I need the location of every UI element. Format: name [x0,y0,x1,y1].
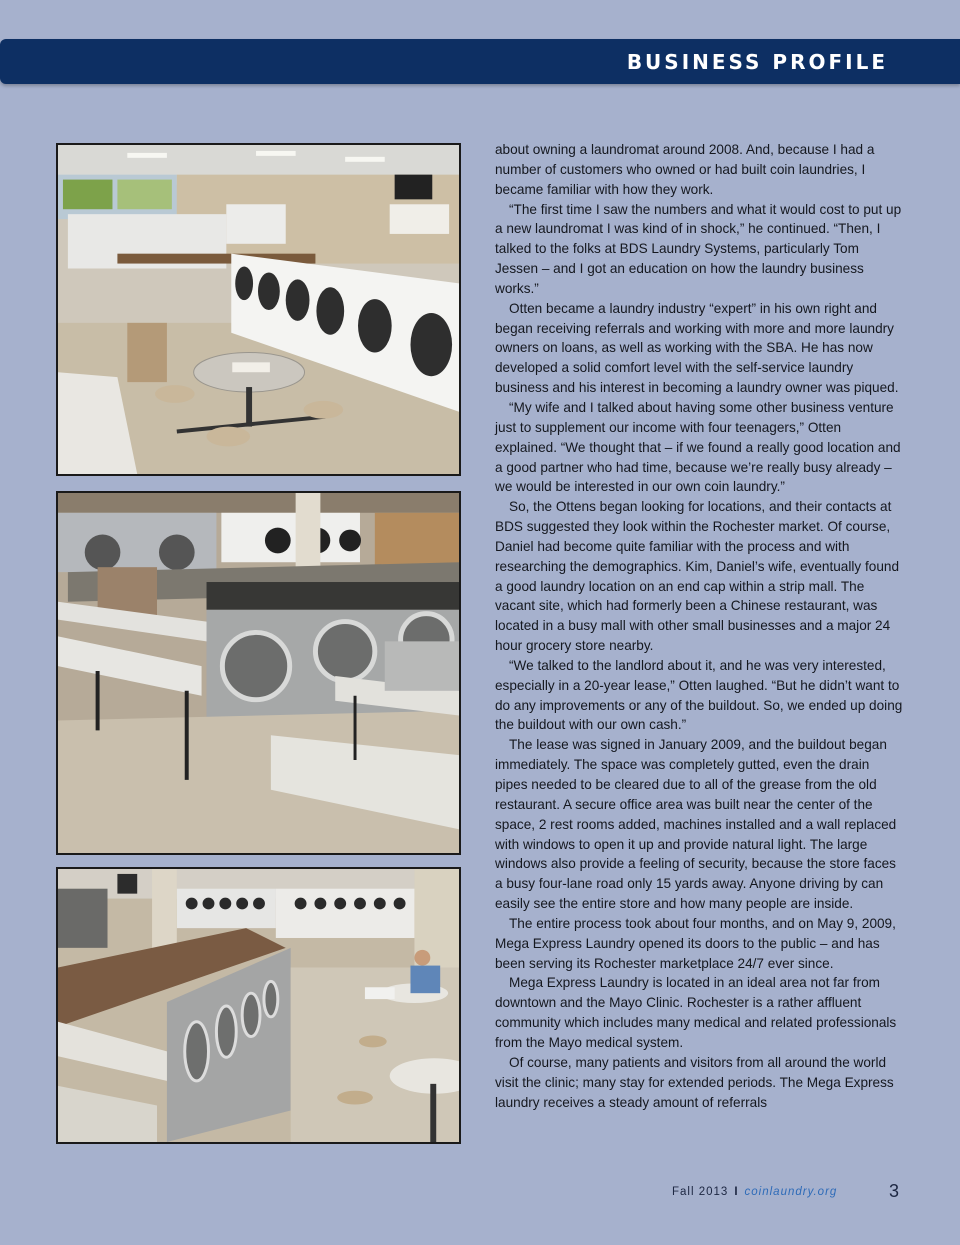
section-banner [0,39,960,84]
article-body [495,140,905,1112]
photo-laundromat-customer [56,867,461,1144]
issue-label: Fall 2013 [672,1186,729,1198]
page-footer [672,1186,837,1198]
footer-separator: I [734,1186,739,1198]
article-paragraph: Otten became a laundry industry “expert” in his own right and began receiving referrals and working with more and more laundry owners on loans, as well as working with the SBA. He has now developed a solid comfort level with the self-service laundry business and his interest in becoming a laundry owner was piqued. [495,300,899,396]
photo-laundromat-washers-tables [56,143,461,476]
website-link[interactable]: coinlaundry.org [744,1186,838,1198]
article-paragraph: “My wife and I talked about having some other business venture just to supplement our income with four teenagers,” Otten explained. “We thought that – if we found a really good location and a good partner who had time, because we’re really busy already – we would be interested in our own coin laundry.” [495,399,901,495]
photo-stainless-washer-island [56,491,461,855]
article-paragraph: The lease was signed in January 2009, and the buildout began immediately. The space was completely gutted, even the drain pipes needed to be cleared due to all of the grease from the old restaurant. A secure office area was built near the center of the space, 2 rest rooms added, machines installed and a wall replaced with windows to open it up and provide natural light. The large windows also provide a feeling of security, because the store faces a busy four-lane road only 15 yards away. Anyone driving by can easily see the entire store and how many people are inside. [495,737,897,912]
article-paragraph: about owning a laundromat around 2008. And, because I had a number of customers who owned or had built coin laundries, I became familiar with how they work. [495,142,875,197]
article-paragraph: “We talked to the landlord about it, and he was very interested, especially in a 20-year lease,” Otten laughed. “But he didn’t want to do any improvements or any of the buildout. So, we ended up doing the buildout with our own cash.” [495,657,903,733]
section-title: BUSINESS PROFILE [626,50,888,74]
article-paragraph: So, the Ottens began looking for locations, and their contacts at BDS suggested they look within the Rochester market. Of course, Daniel had become quite familiar with the process and with researching the demographics. Kim, Daniel’s wife, eventually found a good laundry location on an end cap within a strip mall. The vacant site, which had formerly been a Chinese restaurant, was located in a busy mall with other small businesses and a major 24 hour grocery store nearby. [495,499,900,654]
page-number: 3 [889,1181,900,1201]
article-paragraph: Of course, many patients and visitors from all around the world visit the clinic; many stay for extended periods. The Mega Express laundry receives a steady amount of referrals [495,1054,894,1110]
article-paragraph: “The first time I saw the numbers and what it would cost to put up a new laundromat I was kind of in shock,” he continued. “Then, I talked to the folks at BDS Laundry Systems, particularly Tom Jessen – and I got an education on how the laundry business works.” [495,201,902,296]
article-paragraph: Mega Express Laundry is located in an ideal area not far from downtown and the Mayo Clinic. Rochester is a rather affluent community which includes many medical and related professionals from the Mayo medical system. [495,975,897,1050]
article-paragraph: The entire process took about four months, and on May 9, 2009, Mega Express Laundry opened its doors to the public – and has been serving its Rochester marketplace 24/7 ever since. [495,915,896,971]
